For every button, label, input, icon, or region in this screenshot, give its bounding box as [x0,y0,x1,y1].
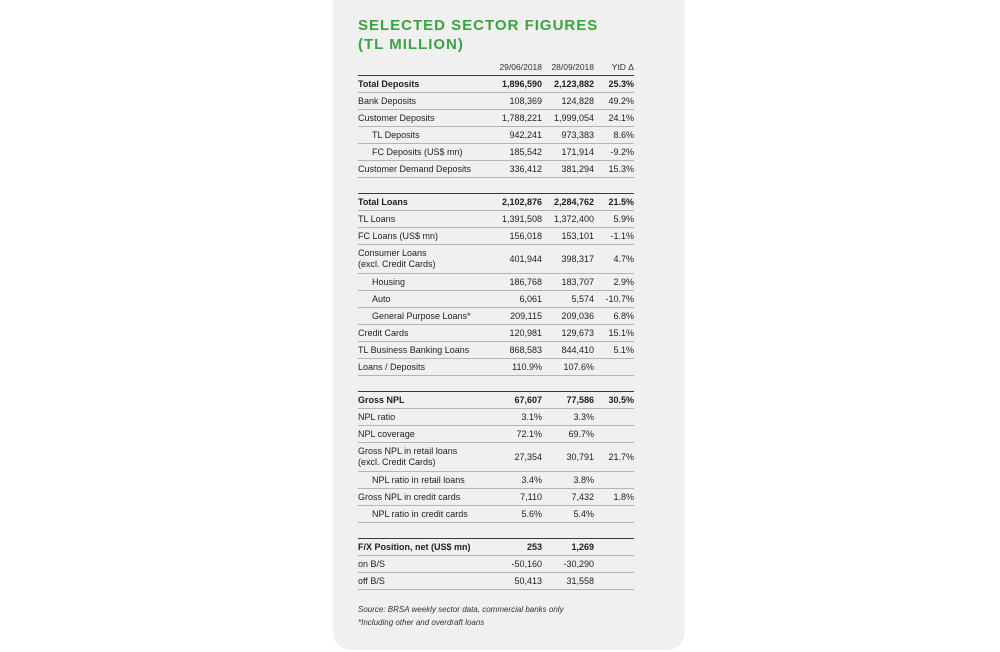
value-date-1: 209,115 [490,308,542,325]
value-date-1: 401,944 [490,245,542,274]
value-ytd: -10.7% [594,291,634,308]
value-date-1: 5.6% [490,506,542,523]
table-row [358,472,634,489]
value-date-1: 156,018 [490,228,542,245]
value-date-2: 30,791 [542,443,594,472]
value-date-2: 31,558 [542,573,594,590]
value-ytd: 6.8% [594,308,634,325]
table-row [358,573,634,590]
table-row [358,245,634,274]
row-label: TL Business Banking Loans [358,342,490,359]
column-headers [358,62,634,74]
section-title [358,16,658,54]
value-ytd [594,359,634,376]
row-label: off B/S [358,573,490,590]
value-date-1: 1,788,221 [490,110,542,127]
row-label: F/X Position, net (US$ mn) [358,539,490,556]
value-date-1: 50,413 [490,573,542,590]
value-ytd [594,409,634,426]
row-label: Bank Deposits [358,93,490,110]
row-label: Total Loans [358,194,490,211]
footnote: *Including other and overdraft loans [358,618,485,627]
value-date-2: 153,101 [542,228,594,245]
value-date-2: 973,383 [542,127,594,144]
row-label: Gross NPL in credit cards [358,489,490,506]
row-label: Customer Deposits [358,110,490,127]
value-date-1: 110.9% [490,359,542,376]
value-date-1: 108,369 [490,93,542,110]
table-row [358,127,634,144]
value-date-2: -30,290 [542,556,594,573]
value-date-1: 72.1% [490,426,542,443]
value-date-2: 209,036 [542,308,594,325]
header-date-2: 28/09/2018 [551,62,594,72]
row-label: Gross NPL [358,392,490,409]
row-label: TL Deposits [358,127,490,144]
value-date-1: 185,542 [490,144,542,161]
value-date-1: 6,061 [490,291,542,308]
table-row [358,308,634,325]
value-date-2: 1,269 [542,539,594,556]
value-date-2: 2,123,882 [542,76,594,93]
value-date-1: 942,241 [490,127,542,144]
value-date-2: 7,432 [542,489,594,506]
row-label-line-1: Consumer Loans [358,248,427,258]
value-date-1: 67,607 [490,392,542,409]
value-date-1: 336,412 [490,161,542,178]
value-date-2: 77,586 [542,392,594,409]
sector-figures-table [358,75,634,590]
value-date-2: 107.6% [542,359,594,376]
group-spacer [358,178,634,194]
value-date-1: 3.4% [490,472,542,489]
row-label: Housing [358,274,490,291]
value-ytd: -9.2% [594,144,634,161]
value-date-2: 3.3% [542,409,594,426]
row-label: Loans / Deposits [358,359,490,376]
row-label: NPL coverage [358,426,490,443]
row-label: FC Loans (US$ mn) [358,228,490,245]
value-date-2: 1,372,400 [542,211,594,228]
row-label-line-1: Gross NPL in retail loans [358,446,458,456]
header-ytd-change: YtD Δ [611,62,634,72]
value-ytd: -1.1% [594,228,634,245]
value-date-1: 253 [490,539,542,556]
title-line-2: (TL MILLION) [358,36,464,53]
value-date-1: 186,768 [490,274,542,291]
value-date-1: 7,110 [490,489,542,506]
value-date-2: 171,914 [542,144,594,161]
row-label: General Purpose Loans* [358,308,490,325]
row-label: NPL ratio in retail loans [358,472,490,489]
value-ytd [594,506,634,523]
value-ytd: 1.8% [594,489,634,506]
value-date-2: 69.7% [542,426,594,443]
table-row [358,392,634,409]
value-date-1: 3.1% [490,409,542,426]
table-row [358,291,634,308]
table-row [358,274,634,291]
table-row [358,228,634,245]
value-ytd [594,539,634,556]
value-date-1: 2,102,876 [490,194,542,211]
row-label: Auto [358,291,490,308]
value-date-2: 124,828 [542,93,594,110]
table-row [358,110,634,127]
value-ytd: 5.9% [594,211,634,228]
table-row [358,426,634,443]
row-label: Credit Cards [358,325,490,342]
table-row [358,489,634,506]
value-date-1: 868,583 [490,342,542,359]
row-label: on B/S [358,556,490,573]
row-label: Total Deposits [358,76,490,93]
source-note: Source: BRSA weekly sector data, commercial banks only [358,605,564,614]
value-date-1: 1,391,508 [490,211,542,228]
value-ytd [594,556,634,573]
value-ytd: 24.1% [594,110,634,127]
header-date-1: 29/06/2018 [499,62,542,72]
value-ytd: 30.5% [594,392,634,409]
table-row [358,161,634,178]
value-ytd: 4.7% [594,245,634,274]
value-ytd: 8.6% [594,127,634,144]
table-row [358,325,634,342]
value-date-2: 129,673 [542,325,594,342]
row-label: NPL ratio in credit cards [358,506,490,523]
table-row [358,443,634,472]
value-ytd: 21.7% [594,443,634,472]
value-date-1: 27,354 [490,443,542,472]
table-row [358,359,634,376]
value-ytd: 21.5% [594,194,634,211]
value-date-1: 120,981 [490,325,542,342]
row-label: NPL ratio [358,409,490,426]
row-label: FC Deposits (US$ mn) [358,144,490,161]
table-row [358,409,634,426]
table-row [358,539,634,556]
value-ytd [594,426,634,443]
value-ytd: 49.2% [594,93,634,110]
value-ytd: 15.1% [594,325,634,342]
row-label-line-2: (excl. Credit Cards) [358,259,436,269]
table-row [358,211,634,228]
table-row [358,144,634,161]
value-ytd [594,573,634,590]
value-date-2: 3.8% [542,472,594,489]
title-line-1: SELECTED SECTOR FIGURES [358,17,599,34]
value-date-1: 1,896,590 [490,76,542,93]
table-row [358,93,634,110]
row-label: TL Loans [358,211,490,228]
row-label [358,443,490,472]
table-row [358,342,634,359]
value-date-2: 1,999,054 [542,110,594,127]
value-date-1: -50,160 [490,556,542,573]
value-date-2: 183,707 [542,274,594,291]
footnotes [358,603,658,629]
value-date-2: 5.4% [542,506,594,523]
value-ytd: 15.3% [594,161,634,178]
group-spacer [358,523,634,539]
value-date-2: 2,284,762 [542,194,594,211]
table-row [358,556,634,573]
value-ytd [594,472,634,489]
value-ytd: 25.3% [594,76,634,93]
group-spacer [358,376,634,392]
table-row [358,194,634,211]
table-row [358,76,634,93]
value-date-2: 5,574 [542,291,594,308]
value-ytd: 2.9% [594,274,634,291]
row-label [358,245,490,274]
value-date-2: 398,317 [542,245,594,274]
value-date-2: 381,294 [542,161,594,178]
value-date-2: 844,410 [542,342,594,359]
row-label: Customer Demand Deposits [358,161,490,178]
table-row [358,506,634,523]
row-label-line-2: (excl. Credit Cards) [358,457,436,467]
value-ytd: 5.1% [594,342,634,359]
